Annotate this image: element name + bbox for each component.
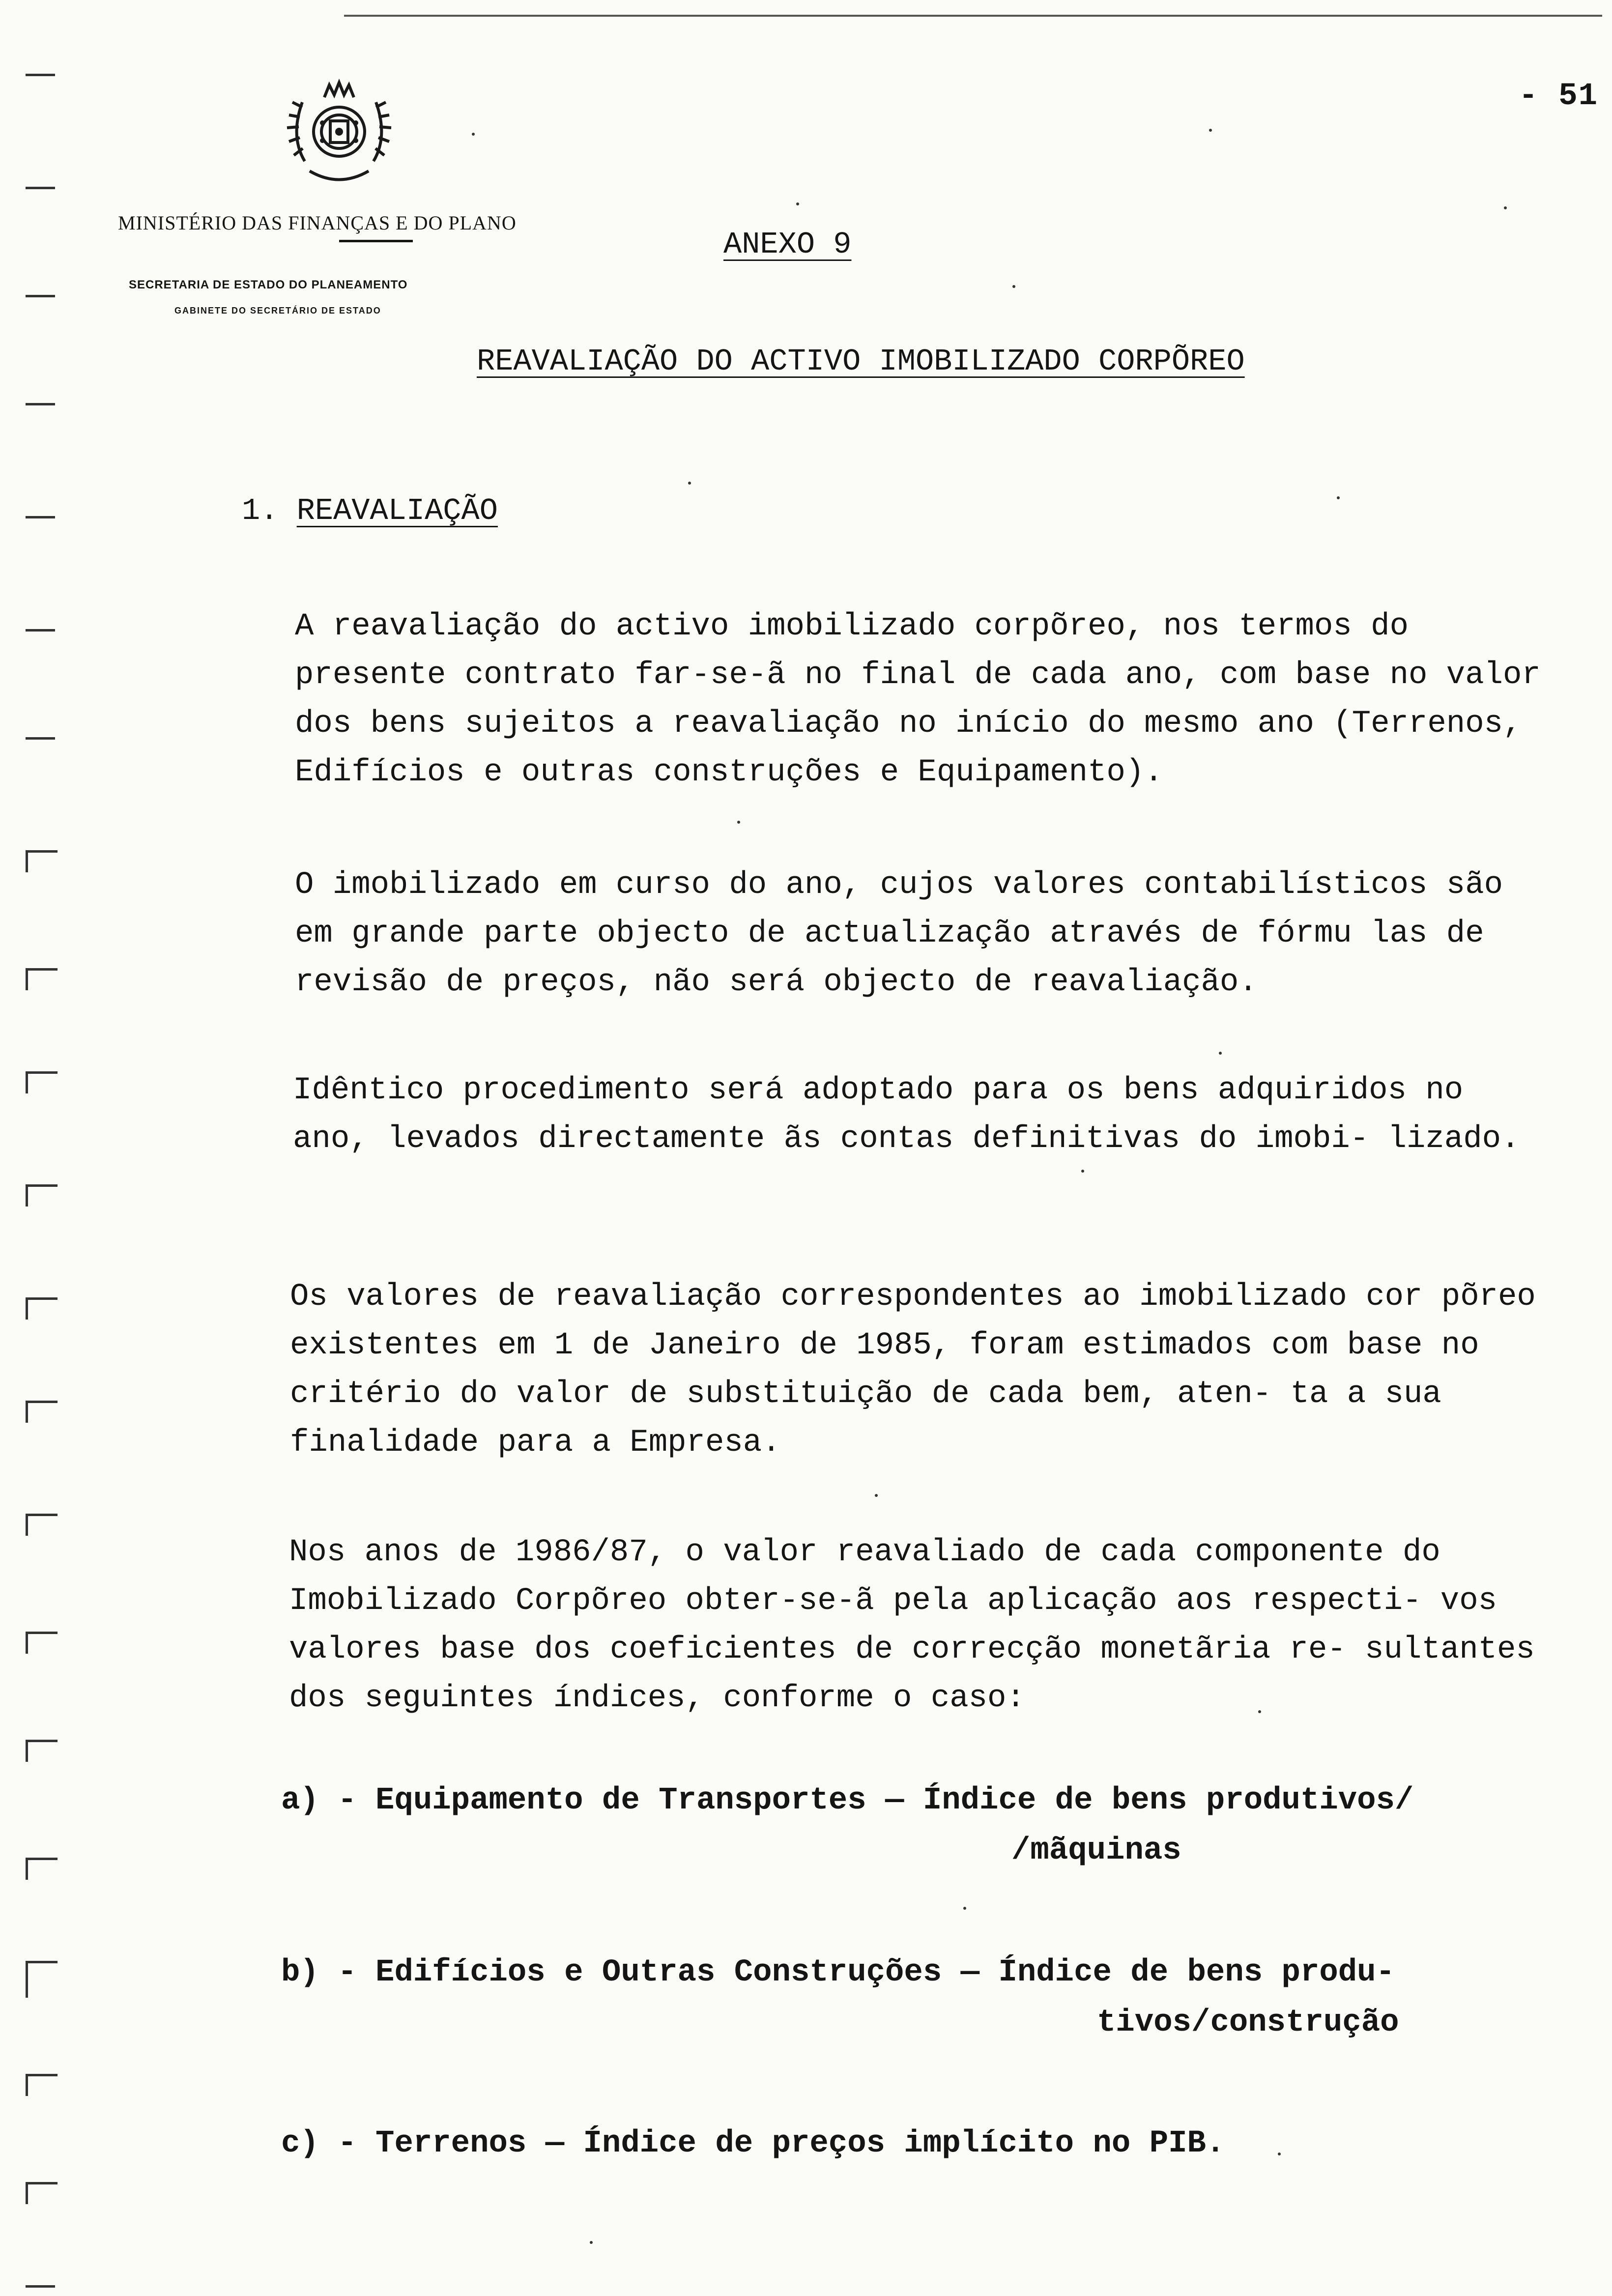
coat-of-arms-icon [275, 78, 403, 191]
section-number: 1. [242, 493, 279, 528]
page-number: - 51 [1519, 79, 1598, 114]
speck [963, 1907, 966, 1910]
ministry-divider [339, 240, 413, 242]
speck [1209, 129, 1212, 132]
speck [1504, 206, 1507, 209]
speck [737, 821, 740, 824]
speck [1219, 1052, 1222, 1055]
margin-mark [26, 629, 55, 631]
margin-mark [26, 968, 58, 990]
margin-mark [26, 1514, 58, 1536]
margin-mark [26, 403, 55, 405]
margin-mark [26, 2285, 55, 2288]
speck [472, 133, 475, 136]
ministry-name: MINISTÉRIO DAS FINANÇAS E DO PLANO [118, 212, 517, 234]
speck [590, 2241, 593, 2244]
cabinet-name: GABINETE DO SECRETÁRIO DE ESTADO [174, 306, 381, 316]
list-item-b-continuation: tivos/construção [1097, 2005, 1399, 2040]
speck [1337, 496, 1340, 499]
paragraph-1: A reavaliação do activo imobilizado corpõreo, nos termos do presente contrato far-se-ã no final de cada ano, com base no valor dos bens sujeitos a reavaliação no início do mesmo ano (Terrenos, Edifícios e outras construções e Equipamento). [295, 609, 1541, 790]
margin-mark [26, 1297, 58, 1320]
paragraph-2: O imobilizado em curso do ano, cujos valores contabilísticos são em grande parte objecto de actualização através de fórmu las de revisão de preços, não será objecto de reavaliação. [295, 867, 1503, 1000]
section-heading [242, 493, 498, 528]
margin-mark [26, 1858, 58, 1880]
list-item-b: b) - Edifícios e Outras Construções — Índice de bens produ- [281, 1955, 1395, 1990]
speck [875, 1494, 878, 1497]
margin-mark [26, 2074, 58, 2096]
margin-mark [26, 850, 58, 872]
speck [688, 482, 691, 485]
secretariat-name: SECRETARIA DE ESTADO DO PLANEAMENTO [129, 278, 408, 291]
speck [1258, 1710, 1261, 1713]
margin-mark [26, 74, 55, 76]
paragraph-4: Os valores de reavaliação correspondentes ao imobilizado cor põreo existentes em 1 de Janeiro de 1985, foram estimados com base no critério do valor de substituição de cada bem, aten- ta a sua finalidade para a Empresa. [290, 1279, 1536, 1461]
list-item-a-continuation: /mãquinas [1011, 1833, 1181, 1868]
margin-mark [26, 737, 55, 740]
speck [1081, 1170, 1084, 1173]
paragraph-3: Idêntico procedimento será adoptado para os bens adquiridos no ano, levados directamente ãs contas definitivas do imobi- lizado. [293, 1073, 1520, 1157]
margin-mark [26, 1071, 58, 1093]
margin-mark [26, 187, 55, 189]
margin-mark [26, 1740, 58, 1762]
list-item-c: c) - Terrenos — Índice de preços implícito no PIB. [281, 2126, 1225, 2161]
margin-mark [26, 295, 55, 297]
speck [796, 202, 799, 205]
margin-mark [26, 1632, 58, 1654]
margin-mark [26, 1184, 58, 1206]
top-edge-rule [344, 15, 1602, 17]
margin-mark [26, 516, 55, 518]
margin-mark [26, 1401, 58, 1423]
annex-label: ANEXO 9 [723, 227, 852, 262]
paragraph-5: Nos anos de 1986/87, o valor reavaliado de cada componente do Imobilizado Corpõreo obter-se-ã pela aplicação aos respecti- vos valores base dos coeficientes de correcção monetãria re- sultantes dos seguintes índices, conforme o caso: [289, 1535, 1535, 1716]
margin-mark [26, 2182, 58, 2204]
margin-mark [26, 1961, 58, 1998]
document-title: REAVALIAÇÃO DO ACTIVO IMOBILIZADO CORPÕREO [477, 344, 1245, 379]
section-title: REAVALIAÇÃO [296, 493, 498, 528]
speck [1012, 285, 1015, 288]
list-item-a: a) - Equipamento de Transportes — Índice de bens produtivos/ [281, 1783, 1414, 1818]
speck [1278, 2152, 1281, 2155]
